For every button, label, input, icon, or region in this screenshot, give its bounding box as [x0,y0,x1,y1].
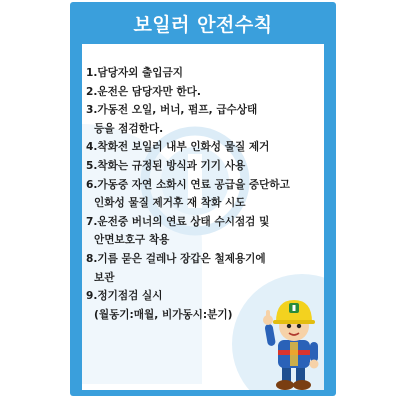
rule-line: 1.담당자외 출입금지 [86,67,183,79]
rule-line: 5.착화는 규정된 방식과 기기 사용 [86,159,246,172]
rule-line: 인화성 물질 제거후 재 착화 시도 [94,197,246,210]
rule-line: 7.운전중 버너의 연료 상태 수시점검 및 [86,215,270,228]
rule-line: 8.기름 묻은 걸레나 장갑은 철제용기에 [86,252,266,265]
rule-line: 보관 [94,271,115,284]
rule-line: 안면보호구 착용 [94,234,170,247]
rule-line: 4.착화전 보일러 내부 인화성 물질 제거 [86,141,270,154]
rule-line: 등을 점검한다. [94,122,164,135]
rule-line: (월동기:매월, 비가동시:분기) [94,308,233,321]
rule-line: 3.가동전 오일, 버너, 펌프, 급수상태 [86,104,258,117]
sign-title: 보일러 안전수칙 [133,14,273,36]
rule-line: 2.운전은 담당자만 한다. [86,85,201,98]
rule-line: 9.정기점검 실시 [86,290,163,303]
rule-line: 6.가동중 자연 소화시 연료 공급을 중단하고 [86,178,290,191]
safety-worker-mascot-icon [256,286,332,392]
